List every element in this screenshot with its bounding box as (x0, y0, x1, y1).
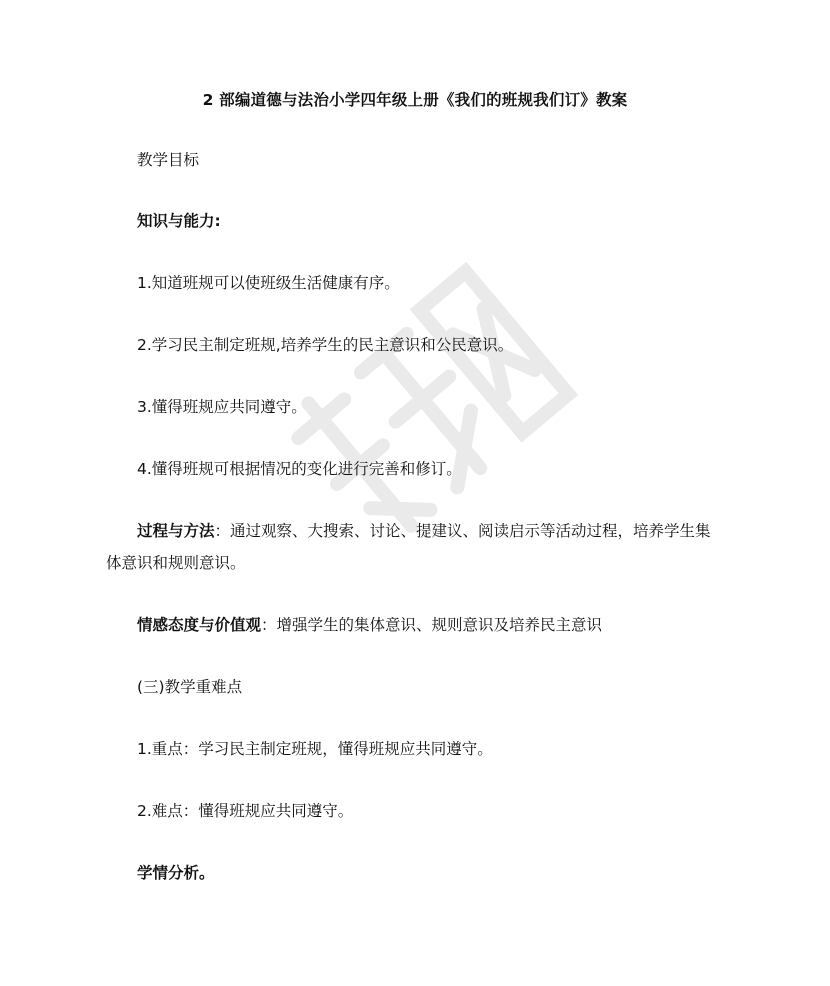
knowledge-heading: 知识与能力: (137, 212, 221, 230)
list-item: 1.知道班规可以使班级生活健康有序。 (137, 274, 400, 292)
section-goals: 教学目标 (137, 151, 200, 169)
hard-point: 2.难点：懂得班规应共同遵守。 (137, 802, 354, 820)
analysis-heading: 学情分析。 (137, 864, 215, 882)
emotion-text: ：增强学生的集体意识、规则意识及培养民主意识 (261, 616, 603, 634)
process-paragraph (137, 516, 737, 546)
list-item: 2.学习民主制定班规,培养学生的民主意识和公民意识。 (137, 336, 514, 354)
difficulty-heading: (三)教学重难点 (137, 678, 243, 696)
emotion-heading: 情感态度与价值观 (137, 616, 262, 634)
emotion-paragraph (137, 610, 737, 640)
key-point: 1.重点：学习民主制定班规，懂得班规应共同遵守。 (137, 740, 493, 758)
process-text: ：通过观察、大搜索、讨论、提建议、阅读启示等活动过程，培养学生集 (214, 522, 711, 540)
document-title: 2 部编道德与法治小学四年级上册《我们的班规我们订》教案 (202, 91, 628, 109)
list-item: 3.懂得班规应共同遵守。 (137, 398, 307, 416)
list-item: 4.懂得班规可根据情况的变化进行完善和修订。 (137, 460, 462, 478)
process-heading: 过程与方法 (137, 522, 215, 540)
process-text-continued: 体意识和规则意识。 (106, 554, 246, 572)
